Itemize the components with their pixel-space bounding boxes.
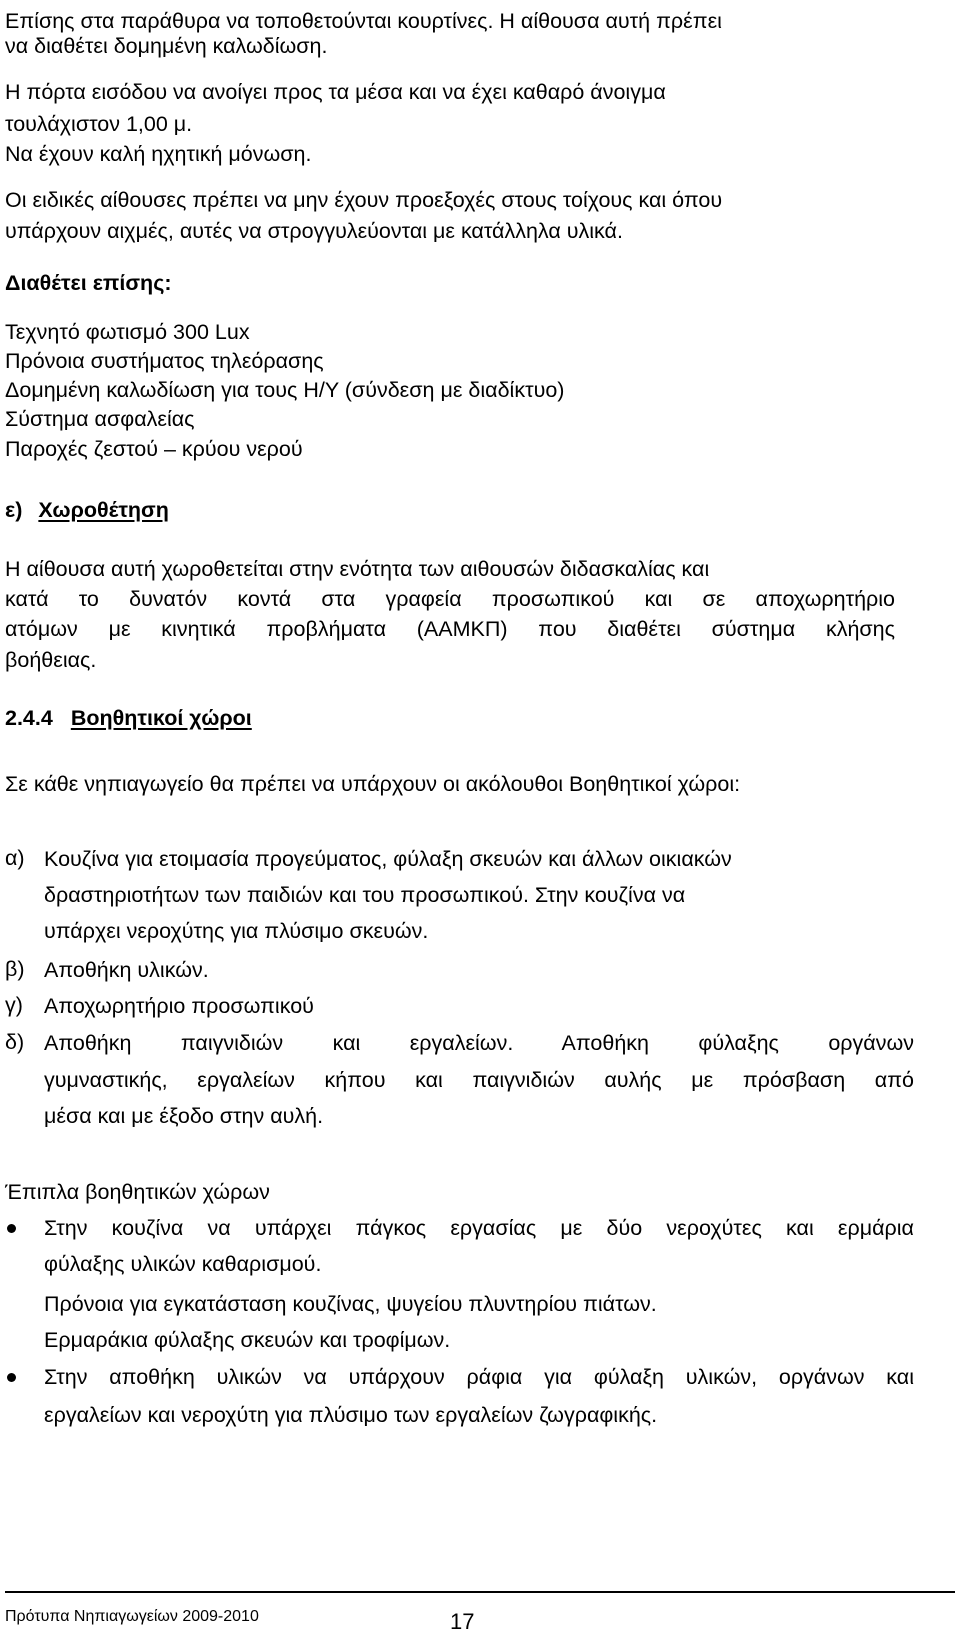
list-item-line: μέσα και με έξοδο στην αυλή.	[44, 1104, 324, 1128]
bullet-icon	[7, 1373, 16, 1382]
bullet-icon	[7, 1224, 16, 1233]
furniture-heading: Έπιπλα βοηθητικών χώρων	[5, 1180, 270, 1204]
paragraph-line	[5, 556, 895, 582]
paragraph-line: Η πόρτα εισόδου να ανοίγει προς τα μέσα και να έχει καθαρό άνοιγμα	[5, 80, 666, 104]
list-item-line: δραστηριοτήτων των παιδιών και του προσωπικού. Στην κουζίνα να	[44, 883, 686, 907]
section-heading-244	[5, 705, 252, 731]
list-item-line: υπάρχει νεροχύτης για πλύσιμο σκευών.	[44, 919, 429, 943]
paragraph-line: τουλάχιστον 1,00 μ.	[5, 112, 193, 136]
paragraph-line: υπάρχουν αιχμές, αυτές να στρογγυλεύονται με κατάλληλα υλικά.	[5, 219, 623, 243]
intro-text: Σε κάθε νηπιαγωγείο θα πρέπει να υπάρχουν οι ακόλουθοι Βοηθητικοί χώροι:	[5, 772, 741, 796]
section-heading-e	[5, 497, 169, 523]
bullet-line: φύλαξης υλικών καθαρισμού.	[44, 1252, 322, 1276]
page-number: 17	[450, 1609, 475, 1634]
list-label: γ)	[5, 993, 23, 1017]
bullet-line: Στην κουζίνα να υπάρχει πάγκος εργασίας με δύο νεροχύτες και ερμάρια	[44, 1216, 914, 1240]
feature-item: Παροχές ζεστού – κρύου νερού	[5, 437, 303, 461]
section-prefix: ε)	[5, 498, 23, 522]
paragraph-line: βοήθειας.	[5, 648, 97, 672]
section-number: 2.4.4	[5, 706, 53, 730]
list-item-line: γυμναστικής, εργαλείων κήπου και παιγνιδιών αυλής με πρόσβαση από	[44, 1068, 914, 1092]
footer-title: Πρότυπα Νηπιαγωγείων 2009-2010	[5, 1608, 259, 1625]
section-title: Χωροθέτηση	[38, 498, 169, 522]
list-label: δ)	[5, 1030, 25, 1054]
feature-item: Πρόνοια συστήματος τηλεόρασης	[5, 349, 324, 373]
section-title: Βοηθητικοί χώροι	[70, 706, 252, 730]
list-label: β)	[5, 957, 25, 981]
list-item-line: Αποθήκη υλικών.	[44, 958, 209, 982]
feature-item: Δομημένη καλωδίωση για τους Η/Υ (σύνδεση με διαδίκτυο)	[5, 378, 565, 402]
paragraph-line: κατά το δυνατόν κοντά στα γραφεία προσωπικού και σε αποχωρητήριο	[5, 587, 895, 611]
list-item-line: Κουζίνα για ετοιμασία προγεύματος, φύλαξη σκευών και άλλων οικιακών	[44, 847, 732, 871]
feature-item: Σύστημα ασφαλείας	[5, 407, 195, 431]
list-item-line: Αποχωρητήριο προσωπικού	[44, 994, 314, 1018]
footer-divider	[5, 1591, 955, 1593]
list-label: α)	[5, 846, 25, 870]
paragraph-line: Οι ειδικές αίθουσες πρέπει να μην έχουν προεξοχές στους τοίχους και όπου	[5, 188, 723, 212]
bullet-line: Πρόνοια για εγκατάσταση κουζίνας, ψυγείου πλυντηρίου πιάτων.	[44, 1292, 657, 1316]
paragraph-line: Επίσης στα παράθυρα να τοποθετούνται κουρτίνες. Η αίθουσα αυτή πρέπει	[5, 9, 722, 33]
feature-item: Τεχνητό φωτισμό 300 Lux	[5, 320, 250, 344]
paragraph-line: να διαθέτει δομημένη καλωδίωση.	[5, 34, 328, 58]
list-item-line: Αποθήκη παιγνιδιών και εργαλείων. Αποθήκη φύλαξης οργάνων	[44, 1031, 914, 1055]
paragraph-line: ατόμων με κινητικά προβλήματα (ΑΑΜΚΠ) που διαθέτει σύστημα κλήσης	[5, 617, 895, 641]
bullet-line: Ερμαράκια φύλαξης σκευών και τροφίμων.	[44, 1328, 451, 1352]
bullet-line: Στην αποθήκη υλικών να υπάρχουν ράφια για φύλαξη υλικών, οργάνων και	[44, 1365, 914, 1389]
paragraph-line: Να έχουν καλή ηχητική μόνωση.	[5, 142, 312, 166]
bullet-line: εργαλείων και νεροχύτη για πλύσιμο των εργαλείων ζωγραφικής.	[44, 1403, 658, 1427]
line-text: Η αίθουσα αυτή χωροθετείται στην ενότητα των αιθουσών διδασκαλίας και	[5, 557, 710, 581]
section-subheading: Διαθέτει επίσης:	[5, 271, 172, 295]
